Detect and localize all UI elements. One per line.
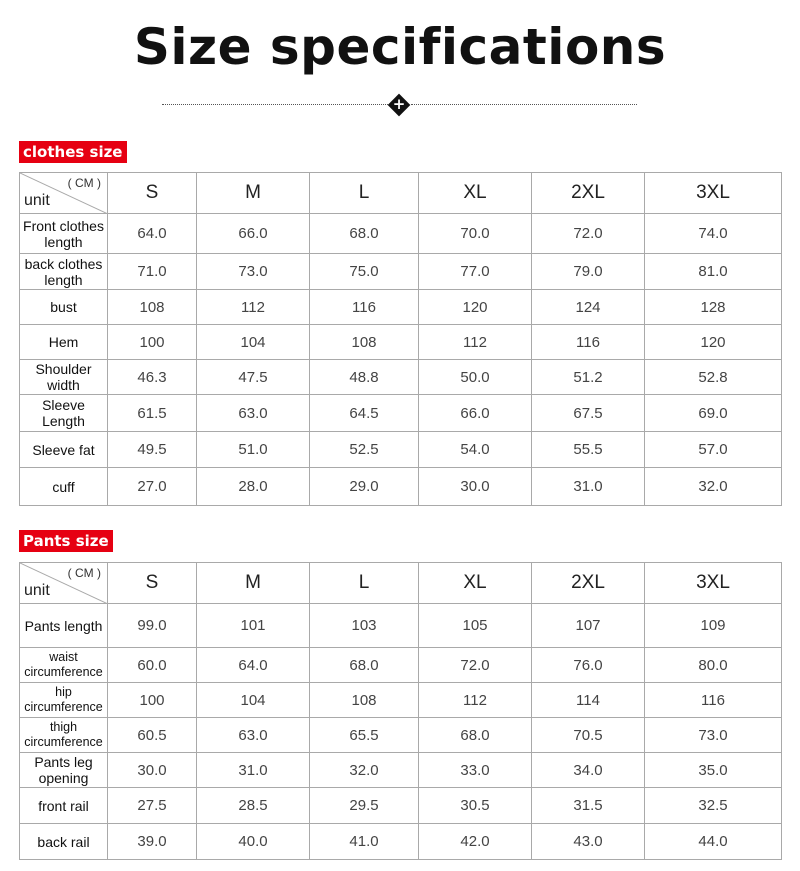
measurement-cell: 64.0 (197, 648, 310, 683)
measurement-cell: 44.0 (645, 824, 782, 860)
size-header-3xl: 3XL (645, 173, 782, 214)
measurement-cell: 109 (645, 604, 782, 648)
measurement-cell: 67.5 (532, 395, 645, 432)
measurement-cell: 128 (645, 290, 782, 325)
measurement-cell: 68.0 (310, 214, 419, 254)
measurement-cell: 100 (108, 325, 197, 360)
row-label: Pants leg opening (20, 753, 108, 788)
measurement-cell: 70.0 (419, 214, 532, 254)
measurement-cell: 50.0 (419, 360, 532, 395)
row-label: Front clothes length (20, 214, 108, 254)
unit-corner-cell (20, 563, 108, 604)
measurement-cell: 30.0 (108, 753, 197, 788)
measurement-cell: 116 (310, 290, 419, 325)
measurement-cell: 41.0 (310, 824, 419, 860)
row-label: front rail (20, 788, 108, 824)
size-header-row (20, 173, 782, 214)
row-label: Hem (20, 325, 108, 360)
measurement-cell: 100 (108, 683, 197, 718)
measurement-cell: 105 (419, 604, 532, 648)
table-row (20, 432, 782, 468)
size-header-row (20, 563, 782, 604)
pants-size-table (19, 562, 782, 860)
row-label: waist circumference (20, 648, 108, 683)
measurement-cell: 51.2 (532, 360, 645, 395)
table-row (20, 604, 782, 648)
title-divider-right (411, 104, 637, 105)
measurement-cell: 28.0 (197, 468, 310, 506)
size-header-m: M (197, 563, 310, 604)
measurement-cell: 124 (532, 290, 645, 325)
measurement-cell: 31.0 (532, 468, 645, 506)
table-row (20, 824, 782, 860)
clothes-size-table (19, 172, 782, 506)
measurement-cell: 55.5 (532, 432, 645, 468)
measurement-cell: 32.0 (645, 468, 782, 506)
measurement-cell: 43.0 (532, 824, 645, 860)
row-label: Shoulder width (20, 360, 108, 395)
measurement-cell: 65.5 (310, 718, 419, 753)
measurement-cell: 60.5 (108, 718, 197, 753)
row-label: thigh circumference (20, 718, 108, 753)
size-header-xl: XL (419, 173, 532, 214)
row-label: back clothes length (20, 254, 108, 290)
pants-size-tag: Pants size (19, 530, 113, 552)
measurement-cell: 116 (645, 683, 782, 718)
measurement-cell: 108 (310, 683, 419, 718)
table-row (20, 214, 782, 254)
measurement-cell: 63.0 (197, 718, 310, 753)
measurement-cell: 101 (197, 604, 310, 648)
table-row (20, 788, 782, 824)
unit-label: unit (24, 582, 50, 599)
unit-corner-cell (20, 173, 108, 214)
measurement-cell: 112 (419, 325, 532, 360)
table-row (20, 718, 782, 753)
measurement-cell: 33.0 (419, 753, 532, 788)
measurement-cell: 104 (197, 325, 310, 360)
measurement-cell: 57.0 (645, 432, 782, 468)
table-row (20, 290, 782, 325)
measurement-cell: 49.5 (108, 432, 197, 468)
measurement-cell: 72.0 (419, 648, 532, 683)
table-row (20, 395, 782, 432)
measurement-cell: 42.0 (419, 824, 532, 860)
measurement-cell: 28.5 (197, 788, 310, 824)
measurement-cell: 103 (310, 604, 419, 648)
size-header-s: S (108, 173, 197, 214)
clothes-size-tag: clothes size (19, 141, 127, 163)
size-header-m: M (197, 173, 310, 214)
measurement-cell: 47.5 (197, 360, 310, 395)
measurement-cell: 107 (532, 604, 645, 648)
measurement-cell: 116 (532, 325, 645, 360)
row-label: cuff (20, 468, 108, 506)
measurement-cell: 75.0 (310, 254, 419, 290)
row-label: bust (20, 290, 108, 325)
measurement-cell: 46.3 (108, 360, 197, 395)
size-header-xl: XL (419, 563, 532, 604)
measurement-cell: 52.8 (645, 360, 782, 395)
table-row (20, 683, 782, 718)
measurement-cell: 73.0 (645, 718, 782, 753)
measurement-cell: 114 (532, 683, 645, 718)
measurement-cell: 66.0 (419, 395, 532, 432)
measurement-cell: 69.0 (645, 395, 782, 432)
page-title: Size specifications (133, 18, 667, 76)
measurement-cell: 52.5 (310, 432, 419, 468)
measurement-cell: 51.0 (197, 432, 310, 468)
measurement-cell: 27.0 (108, 468, 197, 506)
measurement-cell: 66.0 (197, 214, 310, 254)
measurement-cell: 81.0 (645, 254, 782, 290)
measurement-cell: 27.5 (108, 788, 197, 824)
measurement-cell: 64.5 (310, 395, 419, 432)
table-row (20, 648, 782, 683)
size-header-2xl: 2XL (532, 563, 645, 604)
row-label: Sleeve fat (20, 432, 108, 468)
measurement-cell: 68.0 (419, 718, 532, 753)
measurement-cell: 32.0 (310, 753, 419, 788)
row-label: Pants length (20, 604, 108, 648)
unit-cm-label: ( CM ) (67, 566, 101, 580)
measurement-cell: 30.0 (419, 468, 532, 506)
measurement-cell: 120 (419, 290, 532, 325)
table-row (20, 468, 782, 506)
size-header-2xl: 2XL (532, 173, 645, 214)
measurement-cell: 30.5 (419, 788, 532, 824)
size-header-s: S (108, 563, 197, 604)
measurement-cell: 80.0 (645, 648, 782, 683)
unit-label: unit (24, 192, 50, 209)
measurement-cell: 34.0 (532, 753, 645, 788)
measurement-cell: 31.0 (197, 753, 310, 788)
measurement-cell: 60.0 (108, 648, 197, 683)
unit-cm-label: ( CM ) (67, 176, 101, 190)
measurement-cell: 120 (645, 325, 782, 360)
table-row (20, 254, 782, 290)
table-row (20, 360, 782, 395)
measurement-cell: 68.0 (310, 648, 419, 683)
size-header-l: L (310, 563, 419, 604)
measurement-cell: 112 (419, 683, 532, 718)
measurement-cell: 112 (197, 290, 310, 325)
measurement-cell: 73.0 (197, 254, 310, 290)
measurement-cell: 48.8 (310, 360, 419, 395)
measurement-cell: 74.0 (645, 214, 782, 254)
measurement-cell: 29.5 (310, 788, 419, 824)
measurement-cell: 32.5 (645, 788, 782, 824)
measurement-cell: 79.0 (532, 254, 645, 290)
measurement-cell: 70.5 (532, 718, 645, 753)
measurement-cell: 61.5 (108, 395, 197, 432)
measurement-cell: 108 (108, 290, 197, 325)
measurement-cell: 71.0 (108, 254, 197, 290)
measurement-cell: 40.0 (197, 824, 310, 860)
measurement-cell: 63.0 (197, 395, 310, 432)
measurement-cell: 35.0 (645, 753, 782, 788)
measurement-cell: 54.0 (419, 432, 532, 468)
measurement-cell: 64.0 (108, 214, 197, 254)
measurement-cell: 29.0 (310, 468, 419, 506)
measurement-cell: 104 (197, 683, 310, 718)
measurement-cell: 39.0 (108, 824, 197, 860)
row-label: back rail (20, 824, 108, 860)
row-label: hip circumference (20, 683, 108, 718)
measurement-cell: 108 (310, 325, 419, 360)
table-row (20, 325, 782, 360)
measurement-cell: 31.5 (532, 788, 645, 824)
measurement-cell: 72.0 (532, 214, 645, 254)
measurement-cell: 99.0 (108, 604, 197, 648)
table-row (20, 753, 782, 788)
size-header-3xl: 3XL (645, 563, 782, 604)
measurement-cell: 77.0 (419, 254, 532, 290)
row-label: Sleeve Length (20, 395, 108, 432)
plus-icon: + (392, 95, 406, 113)
title-divider-left (162, 104, 388, 105)
measurement-cell: 76.0 (532, 648, 645, 683)
size-header-l: L (310, 173, 419, 214)
